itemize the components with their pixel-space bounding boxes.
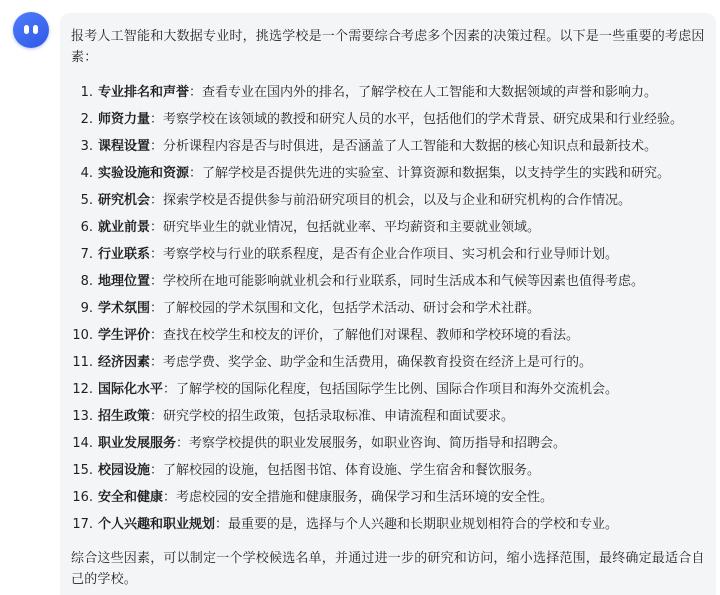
list-item-title: 就业前景	[98, 220, 151, 235]
list-item-number: 12.	[72, 382, 93, 397]
list-item-text: 了解学校是否提供先进的实验室、计算资源和数据集，以支持学生的实践和研究。	[202, 166, 671, 181]
list-item-title: 学术氛围	[98, 301, 151, 316]
list-item-separator: ：	[189, 85, 203, 100]
list-item	[71, 514, 707, 535]
list-item-separator: ：	[150, 112, 164, 127]
list-item-title: 国际化水平	[98, 382, 164, 397]
list-item-text: 考虑校园的安全措施和健康服务，确保学习和生活环境的安全性。	[176, 490, 554, 505]
list-item	[71, 190, 707, 211]
message-intro: 报考人工智能和大数据专业时，挑选学校是一个需要综合考虑多个因素的决策过程。以下是一些重要的考虑因素：	[71, 29, 705, 65]
factor-list	[71, 82, 707, 535]
list-item-title: 行业联系	[98, 247, 151, 262]
list-item	[71, 487, 707, 508]
list-item-text: 考察学校与行业的联系程度，是否有企业合作项目、实习机会和行业导师计划。	[163, 247, 619, 262]
list-item-text: 了解学校的国际化程度，包括国际学生比例、国际合作项目和海外交流机会。	[176, 382, 619, 397]
list-item-title: 师资力量	[98, 112, 151, 127]
list-item-title: 职业发展服务	[98, 436, 177, 451]
list-item-text: 研究毕业生的就业情况，包括就业率、平均薪资和主要就业领域。	[163, 220, 541, 235]
list-item-number: 2.	[80, 112, 93, 127]
list-item-text: 分析课程内容是否与时俱进，是否涵盖了人工智能和大数据的核心知识点和最新技术。	[163, 139, 658, 154]
list-item-separator: ：	[150, 274, 164, 289]
list-item	[71, 433, 707, 454]
list-item-text: 探索学校是否提供参与前沿研究项目的机会，以及与企业和研究机构的合作情况。	[163, 193, 632, 208]
list-item	[71, 82, 707, 103]
list-item-title: 个人兴趣和职业规划	[98, 517, 216, 532]
list-item	[71, 460, 707, 481]
list-item-number: 1.	[80, 85, 93, 100]
list-item-separator: ：	[215, 517, 229, 532]
list-item-text: 最重要的是，选择与个人兴趣和长期职业规划相符合的学校和专业。	[228, 517, 619, 532]
list-item-number: 11.	[72, 355, 93, 370]
list-item-number: 7.	[80, 247, 93, 262]
list-item-text: 了解校园的学术氛围和文化，包括学术活动、研讨会和学术社群。	[163, 301, 541, 316]
list-item-separator: ：	[150, 193, 164, 208]
list-item	[71, 379, 707, 400]
list-item	[71, 163, 707, 184]
list-item-title: 专业排名和声誉	[98, 85, 190, 100]
list-item-number: 3.	[80, 139, 93, 154]
list-item-title: 校园设施	[98, 463, 151, 478]
list-item-title: 安全和健康	[98, 490, 164, 505]
bot-face-icon	[24, 25, 29, 34]
list-item-title: 经济因素	[98, 355, 151, 370]
message-outro: 综合这些因素，可以制定一个学校候选名单，并通过进一步的研究和访问，缩小选择范围，最终确定最适合自己的学校。	[71, 551, 705, 587]
list-item-title: 实验设施和资源	[98, 166, 190, 181]
list-item-number: 13.	[72, 409, 93, 424]
list-item-separator: ：	[150, 247, 164, 262]
list-item-separator: ：	[189, 166, 203, 181]
list-item-number: 8.	[80, 274, 93, 289]
bot-face-icon-right-eye	[33, 25, 38, 34]
list-item-number: 17.	[72, 517, 93, 532]
assistant-avatar	[13, 12, 49, 48]
list-item-title: 研究机会	[98, 193, 151, 208]
list-item-text: 研究学校的招生政策，包括录取标准、申请流程和面试要求。	[163, 409, 515, 424]
list-item-number: 4.	[80, 166, 93, 181]
list-item-text: 查找在校学生和校友的评价，了解他们对课程、教师和学校环境的看法。	[163, 328, 580, 343]
list-item	[71, 271, 707, 292]
list-item-text: 查看专业在国内外的排名，了解学校在人工智能和大数据领域的声誉和影响力。	[202, 85, 658, 100]
list-item-number: 9.	[80, 301, 93, 316]
list-item	[71, 352, 707, 373]
list-item-separator: ：	[150, 355, 164, 370]
list-item	[71, 136, 707, 157]
list-item-number: 10.	[72, 328, 93, 343]
list-item	[71, 298, 707, 319]
list-item-separator: ：	[150, 301, 164, 316]
list-item-separator: ：	[163, 490, 177, 505]
list-item-separator: ：	[163, 382, 177, 397]
list-item-number: 14.	[72, 436, 93, 451]
list-item-title: 招生政策	[98, 409, 151, 424]
list-item-separator: ：	[150, 328, 164, 343]
list-item-number: 5.	[80, 193, 93, 208]
assistant-message-bubble	[60, 13, 716, 595]
list-item	[71, 406, 707, 427]
list-item-text: 考察学校在该领域的教授和研究人员的水平，包括他们的学术背景、研究成果和行业经验。	[163, 112, 684, 127]
list-item	[71, 244, 707, 265]
list-item-text: 了解校园的设施，包括图书馆、体育设施、学生宿舍和餐饮服务。	[163, 463, 541, 478]
list-item-text: 学校所在地可能影响就业机会和行业联系，同时生活成本和气候等因素也值得考虑。	[163, 274, 645, 289]
list-item-title: 课程设置	[98, 139, 151, 154]
list-item-title: 地理位置	[98, 274, 151, 289]
list-item-separator: ：	[150, 409, 164, 424]
list-item	[71, 325, 707, 346]
list-item-separator: ：	[176, 436, 190, 451]
list-item-number: 6.	[80, 220, 93, 235]
list-item-text: 考察学校提供的职业发展服务，如职业咨询、简历指导和招聘会。	[189, 436, 567, 451]
list-item-number: 16.	[72, 490, 93, 505]
list-item-title: 学生评价	[98, 328, 151, 343]
list-item-separator: ：	[150, 463, 164, 478]
list-item-separator: ：	[150, 139, 164, 154]
list-item-text: 考虑学费、奖学金、助学金和生活费用，确保教育投资在经济上是可行的。	[163, 355, 593, 370]
list-item	[71, 109, 707, 130]
list-item-number: 15.	[72, 463, 93, 478]
list-item	[71, 217, 707, 238]
list-item-separator: ：	[150, 220, 164, 235]
message-content	[71, 26, 707, 590]
